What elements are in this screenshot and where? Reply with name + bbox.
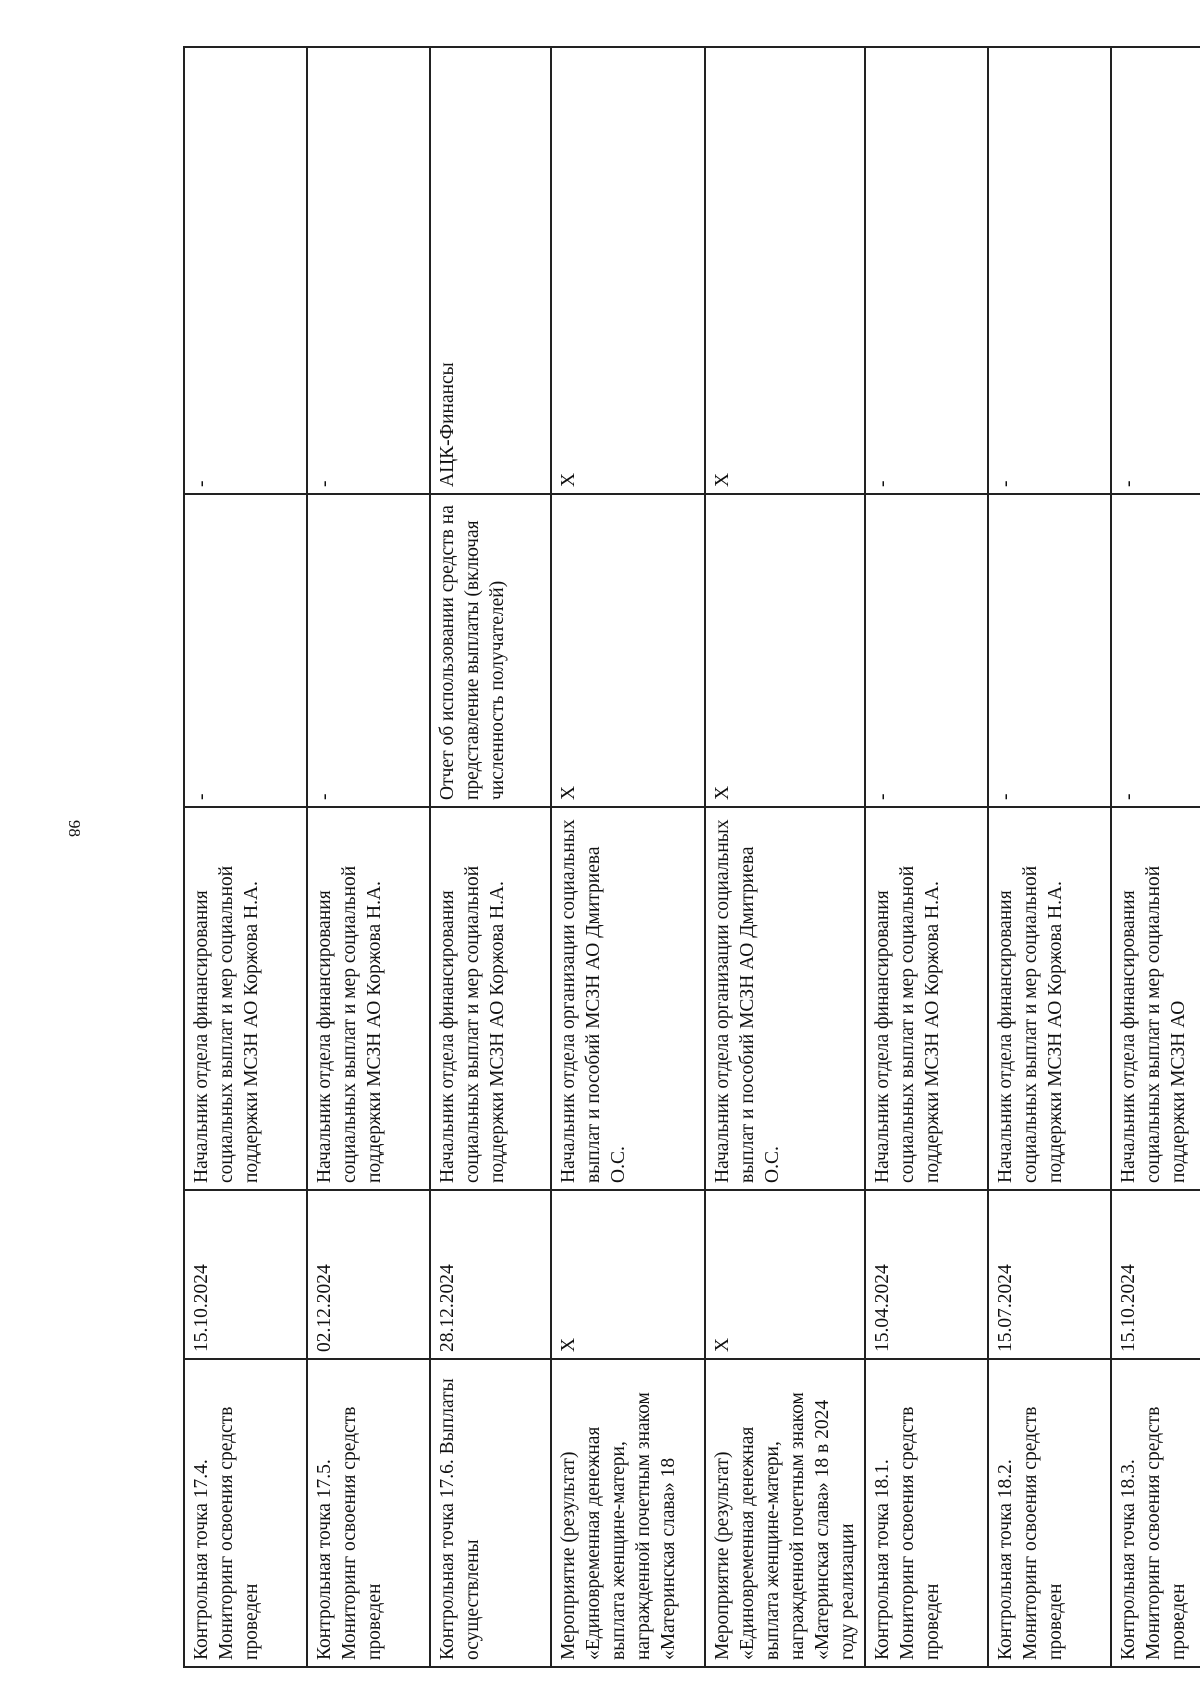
event-name-cell: Контрольная точка 18.1. Мониторинг освоения средств проведен [865,1359,988,1667]
responsible-cell: Начальник отдела организации социальных выплат и пособий МСЗН АО Дмитриева О.С. [705,807,865,1190]
system-cell: - [307,47,430,494]
event-name-cell: Контрольная точка 17.5. Мониторинг освоения средств проведен [307,1359,430,1667]
date-cell: 15.10.2024 [1111,1190,1200,1359]
system-cell: - [184,47,307,494]
responsible-cell: Начальник отдела финансирования социальных выплат и мер социальной поддержки МСЗН АО Коржова Н.А. [865,807,988,1190]
date-cell: 02.12.2024 [307,1190,430,1359]
event-name-cell: Контрольная точка 18.3. Мониторинг освоения средств проведен [1111,1359,1200,1667]
table-row [307,47,430,1667]
responsible-cell: Начальник отдела организации социальных выплат и пособий МСЗН АО Дмитриева О.С. [551,807,705,1190]
event-name-cell: Мероприятие (результат) «Единовременная денежная выплата женщине-матери, награжденной почетным знаком «Материнская слава» 18 в 2024 году реализации [705,1359,865,1667]
system-cell: АЦК-Финансы [430,47,551,494]
document-cell: Отчет об использовании средств на представление выплаты (включая численность получателей) [430,494,551,807]
table-row [988,47,1111,1667]
page-number: 98 [65,820,84,837]
document-cell: X [705,494,865,807]
responsible-cell: Начальник отдела финансирования социальных выплат и мер социальной поддержки МСЗН АО Коржова Н.А. [430,807,551,1190]
document-cell: X [551,494,705,807]
system-cell: X [551,47,705,494]
event-name-cell: Контрольная точка 18.2. Мониторинг освоения средств проведен [988,1359,1111,1667]
control-points-table [183,46,1200,1668]
system-cell: - [865,47,988,494]
date-cell: X [551,1190,705,1359]
date-cell: X [705,1190,865,1359]
table-row [430,47,551,1667]
document-cell: - [307,494,430,807]
date-cell: 15.10.2024 [184,1190,307,1359]
document-cell: - [865,494,988,807]
responsible-cell: Начальник отдела финансирования социальных выплат и мер социальной поддержки МСЗН АО [1111,807,1200,1190]
table-row [865,47,988,1667]
system-cell: - [1111,47,1200,494]
event-name-cell: Контрольная точка 17.4. Мониторинг освоения средств проведен [184,1359,307,1667]
system-cell: - [988,47,1111,494]
control-points-table-container [183,118,1189,1668]
table-row [1111,47,1200,1667]
table-row [184,47,307,1667]
responsible-cell: Начальник отдела финансирования социальных выплат и мер социальной поддержки МСЗН АО Коржова Н.А. [307,807,430,1190]
event-name-cell: Мероприятие (результат) «Единовременная денежная выплата женщине-матери, награжденной почетным знаком «Материнская слава» 18 [551,1359,705,1667]
responsible-cell: Начальник отдела финансирования социальных выплат и мер социальной поддержки МСЗН АО Коржова Н.А. [184,807,307,1190]
document-cell: - [184,494,307,807]
responsible-cell: Начальник отдела финансирования социальных выплат и мер социальной поддержки МСЗН АО Коржова Н.А. [988,807,1111,1190]
date-cell: 28.12.2024 [430,1190,551,1359]
document-cell: - [1111,494,1200,807]
table-row [705,47,865,1667]
table-row [551,47,705,1667]
document-cell: - [988,494,1111,807]
date-cell: 15.07.2024 [988,1190,1111,1359]
system-cell: X [705,47,865,494]
event-name-cell: Контрольная точка 17.6. Выплаты осуществлены [430,1359,551,1667]
date-cell: 15.04.2024 [865,1190,988,1359]
